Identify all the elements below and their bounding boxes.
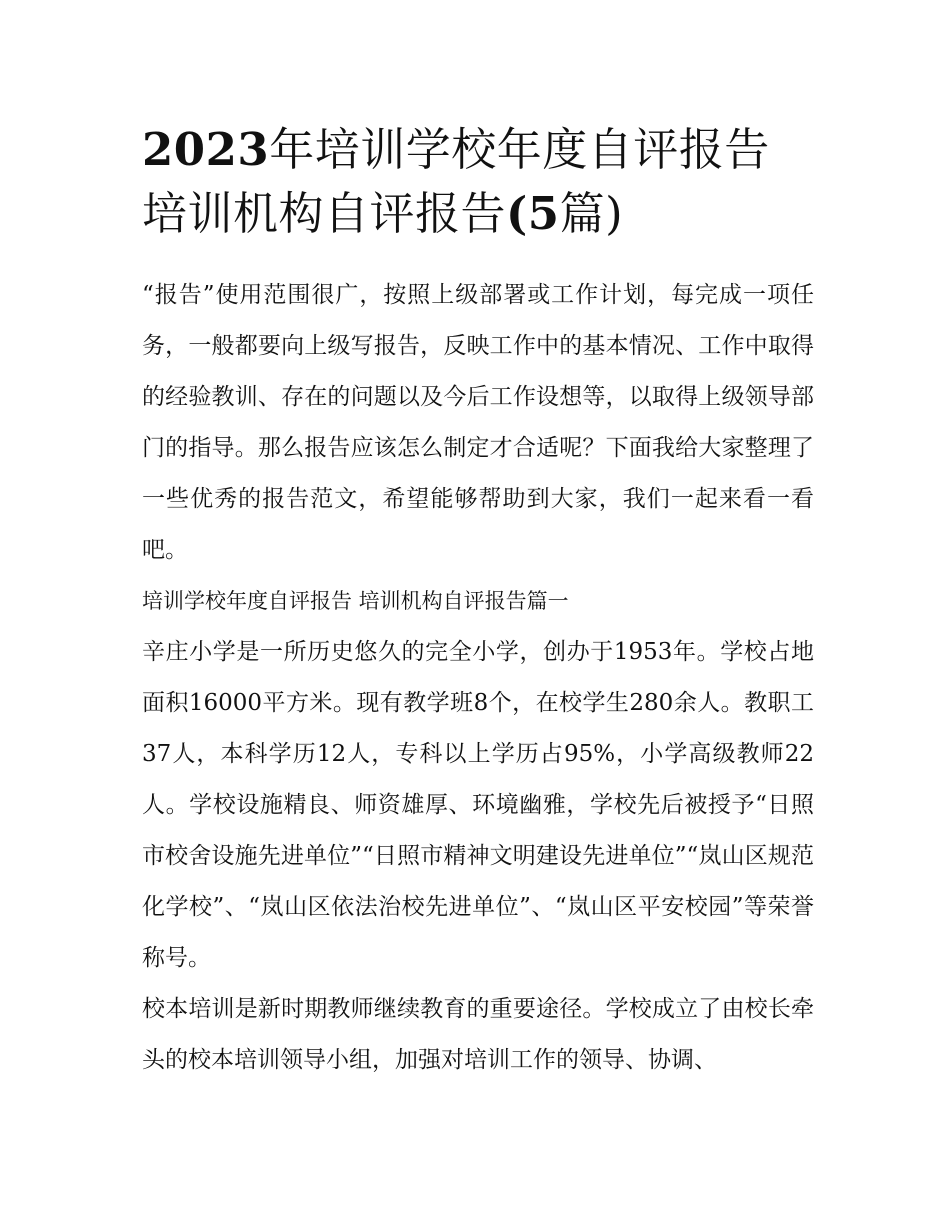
title-year: 2023 bbox=[142, 123, 270, 176]
document-page bbox=[142, 118, 814, 1086]
title-count: (5 bbox=[506, 187, 560, 240]
body-paragraph-2: 校本培训是新时期教师继续教育的重要途径。学校成立了由校长牵头的校本培训领导小组，加强对培训工作的领导、协调、 bbox=[142, 996, 814, 1073]
title-main: 年培训学校年度自评报告培训机构自评报告 bbox=[142, 123, 770, 240]
intro-paragraph: “报告”使用范围很广，按照上级部署或工作计划，每完成一项任务，一般都要向上级写报告，反映工作中的基本情况、工作中取得的经验教训、存在的问题以及今后工作设想等，以取得上级领导部门的指导。那么报告应该怎么制定才合适呢？下面我给大家整理了一些优秀的报告范文，希望能够帮助到大家，我们一起来看一看吧。 bbox=[142, 282, 814, 563]
body-paragraph-1: 辛庄小学是一所历史悠久的完全小学，创办于1953年。学校占地面积16000平方米。现有教学班8个，在校学生280余人。教职工37人，本科学历12人，专科以上学历占95%，小学高级教师22人。学校设施精良、师资雄厚、环境幽雅，学校先后被授予“日照市校舍设施先进单位”“日照市精神文明建设先进单位”“岚山区规范化学校”、“岚山区依法治校先进单位”、“岚山区平安校园”等荣誉称号。 bbox=[142, 639, 814, 971]
document-title bbox=[142, 118, 814, 246]
section-heading: 培训学校年度自评报告 培训机构自评报告篇一 bbox=[142, 589, 569, 613]
title-suffix: 篇) bbox=[559, 187, 624, 240]
